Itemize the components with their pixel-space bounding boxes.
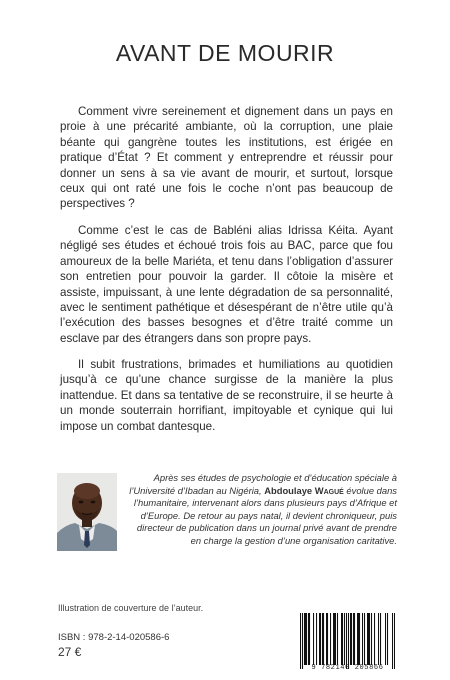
barcode-bar — [326, 613, 327, 665]
barcode-bar — [335, 613, 336, 665]
blurb-paragraph-3 — [60, 357, 393, 434]
barcode-bar — [302, 613, 303, 669]
barcode-bar — [300, 613, 301, 669]
barcode-bar — [364, 613, 365, 665]
barcode-bar — [369, 613, 370, 665]
barcode-bar — [358, 613, 359, 665]
barcode-bar — [330, 613, 331, 665]
barcode-bar — [308, 613, 309, 665]
barcode-bar — [359, 613, 360, 665]
barcode-bar — [342, 613, 343, 665]
author-first-name: Abdoulaye — [264, 484, 315, 496]
barcode-bar — [333, 613, 334, 665]
author-name — [264, 485, 344, 496]
barcode-bar — [385, 613, 386, 665]
barcode-bar — [316, 613, 317, 665]
author-portrait-image — [57, 473, 117, 551]
barcode-bar — [341, 613, 342, 665]
barcode-bar — [354, 613, 355, 665]
book-title: AVANT DE MOURIR — [115, 40, 335, 66]
barcode-bar — [344, 613, 345, 665]
barcode-bar — [380, 613, 381, 665]
illustration-credit: Illustration de couverture de l’auteur. — [58, 603, 204, 613]
blurb-text: Il subit frustrations, brimades et humiliations au quotidien jusqu’à ce qu’une chance surgisse de la manière la plus inattendue. Et dans sa tentative de se reconstruire, il se heurte à un monde souterrain horrifiant, impitoyable et cynique qui lui impose un combat dantesque. — [60, 358, 393, 433]
barcode-bar — [306, 613, 307, 665]
author-bio — [125, 472, 397, 548]
barcode-digits: 9 782140 205866 — [311, 664, 384, 672]
barcode-bar — [371, 613, 372, 665]
barcode-bar — [305, 613, 306, 665]
barcode-bar — [322, 613, 323, 665]
isbn: ISBN : 978-2-14-020586-6 — [58, 632, 170, 643]
barcode-bar — [337, 613, 338, 665]
barcode-bar — [368, 613, 369, 665]
barcode-bar — [323, 613, 324, 665]
price: 27 € — [58, 645, 82, 659]
barcode-bar — [387, 613, 388, 665]
barcode-bar — [350, 613, 351, 665]
blurb-paragraph-2 — [60, 223, 393, 346]
barcode-bar — [362, 613, 363, 665]
barcode-bar — [392, 613, 393, 669]
barcode-bar — [367, 613, 368, 665]
blurb-paragraph-1 — [60, 104, 393, 212]
blurb-text: Comment vivre sereinement et dignement dans un pays en proie à une précarité ambiante, où la corruption, une plaie béante qui gangrène toutes les institutions, est érigée en pratique d’État ? Et comment y entreprendre et réussir pour donner un sens à sa vie avant de mourir, et surtout, lorsque ceux qui ont raté une fois le coche n’ont pas beaucoup de perspectives ? — [60, 105, 393, 211]
barcode-bar — [334, 613, 335, 665]
blurb-text: Comme c’est le cas de Babléni alias Idrissa Kéita. Ayant négligé ses études et échoué trois fois au BAC, parce que fou amoureux de la belle Mariéta, et tenu dans l’obligation d’assurer son entretien pour pouvoir la garder. Il côtoie la misère et assiste, impuissant, à une lente dégradation de sa personnalité, avec le sentiment pathétique et désespérant de n’être utile qu’à l’exécution des basses besognes et d’être traité comme un esclave par des étrangers dans son propre pays. — [60, 224, 393, 345]
author-bio-intro: Après ses études de psychologie et d’éducation spéciale à l’Université d’Ibadan au Nigéria, — [129, 472, 397, 496]
barcode-bar — [374, 613, 375, 665]
barcode-bar — [319, 613, 320, 665]
author-photo — [57, 473, 117, 551]
barcode-bar — [346, 613, 347, 669]
barcode-bar — [327, 613, 328, 665]
author-last-name: Wagué — [314, 484, 344, 496]
barcode-bar — [394, 613, 395, 669]
barcode-bar — [378, 613, 379, 665]
author-bio-body: évolue dans l’humanitaire, intervenant alors dans plusieurs pays d’Afrique et d’Europe. De retour au pays natal, il devient chroniqueur, puis directeur de publication dans un journal privé avant de prendre en charge la gestion d’une organisation caritative. — [133, 484, 397, 546]
barcode-bar — [313, 613, 314, 665]
barcode-bar — [353, 613, 354, 665]
barcode-bar — [348, 613, 349, 669]
barcode-bar — [357, 613, 358, 665]
barcode-bar — [304, 613, 305, 665]
barcode-bar — [320, 613, 321, 665]
barcode-bar — [309, 613, 310, 665]
barcode-bar — [351, 613, 352, 665]
